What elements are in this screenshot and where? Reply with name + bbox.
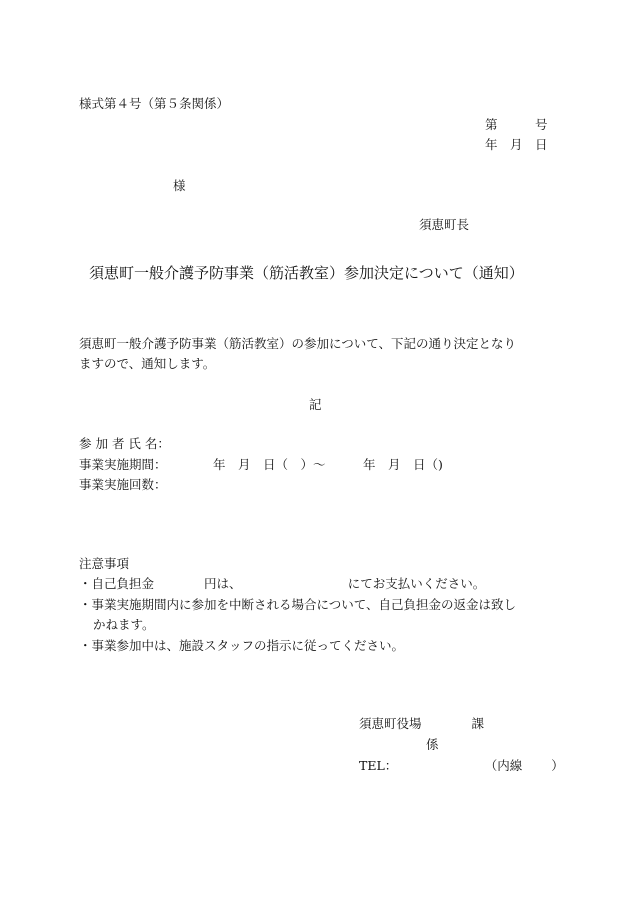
session-count-label: 事業実施回数： [79, 477, 167, 492]
document-title: 須恵町一般介護予防事業（筋活教室）参加決定について（通知） [89, 264, 524, 282]
form-label: 様式第４号（第５条関係） [79, 96, 230, 111]
notes-heading: 注意事項 [79, 556, 130, 571]
body-text-line-2: ますので、通知します。 [79, 356, 216, 371]
sender-name: 須恵町長 [419, 217, 470, 232]
note-item-2-line-2: かねます。 [93, 617, 155, 632]
ki-heading: 記 [309, 397, 322, 412]
note-item-3: ・事業参加中は、施設スタッフの指示に従ってください。 [79, 638, 405, 653]
body-text-line-1: 須恵町一般介護予防事業（筋活教室）の参加について、下記の通り決定となり [79, 336, 517, 351]
note-item-1: ・自己負担金 円は、 にてお支払いください。 [79, 576, 486, 591]
period-value: 年 月 日（ ）～ 年 月 日（) [213, 457, 443, 472]
note-item-2-line-1: ・事業実施期間内に参加を中断される場合について、自己負担金の返金は致し [79, 597, 517, 612]
document-number: 第 号 [485, 117, 548, 132]
recipient-honorific: 様 [173, 178, 186, 193]
participant-name-label: 参 加 者 氏 名： [79, 436, 170, 451]
period-label: 事業実施期間： [79, 457, 167, 472]
contact-section: 係 [426, 737, 439, 752]
contact-office: 須恵町役場 課 [359, 716, 485, 731]
contact-tel: TEL： （内線 ） [359, 758, 564, 773]
issue-date: 年 月 日 [485, 137, 548, 152]
